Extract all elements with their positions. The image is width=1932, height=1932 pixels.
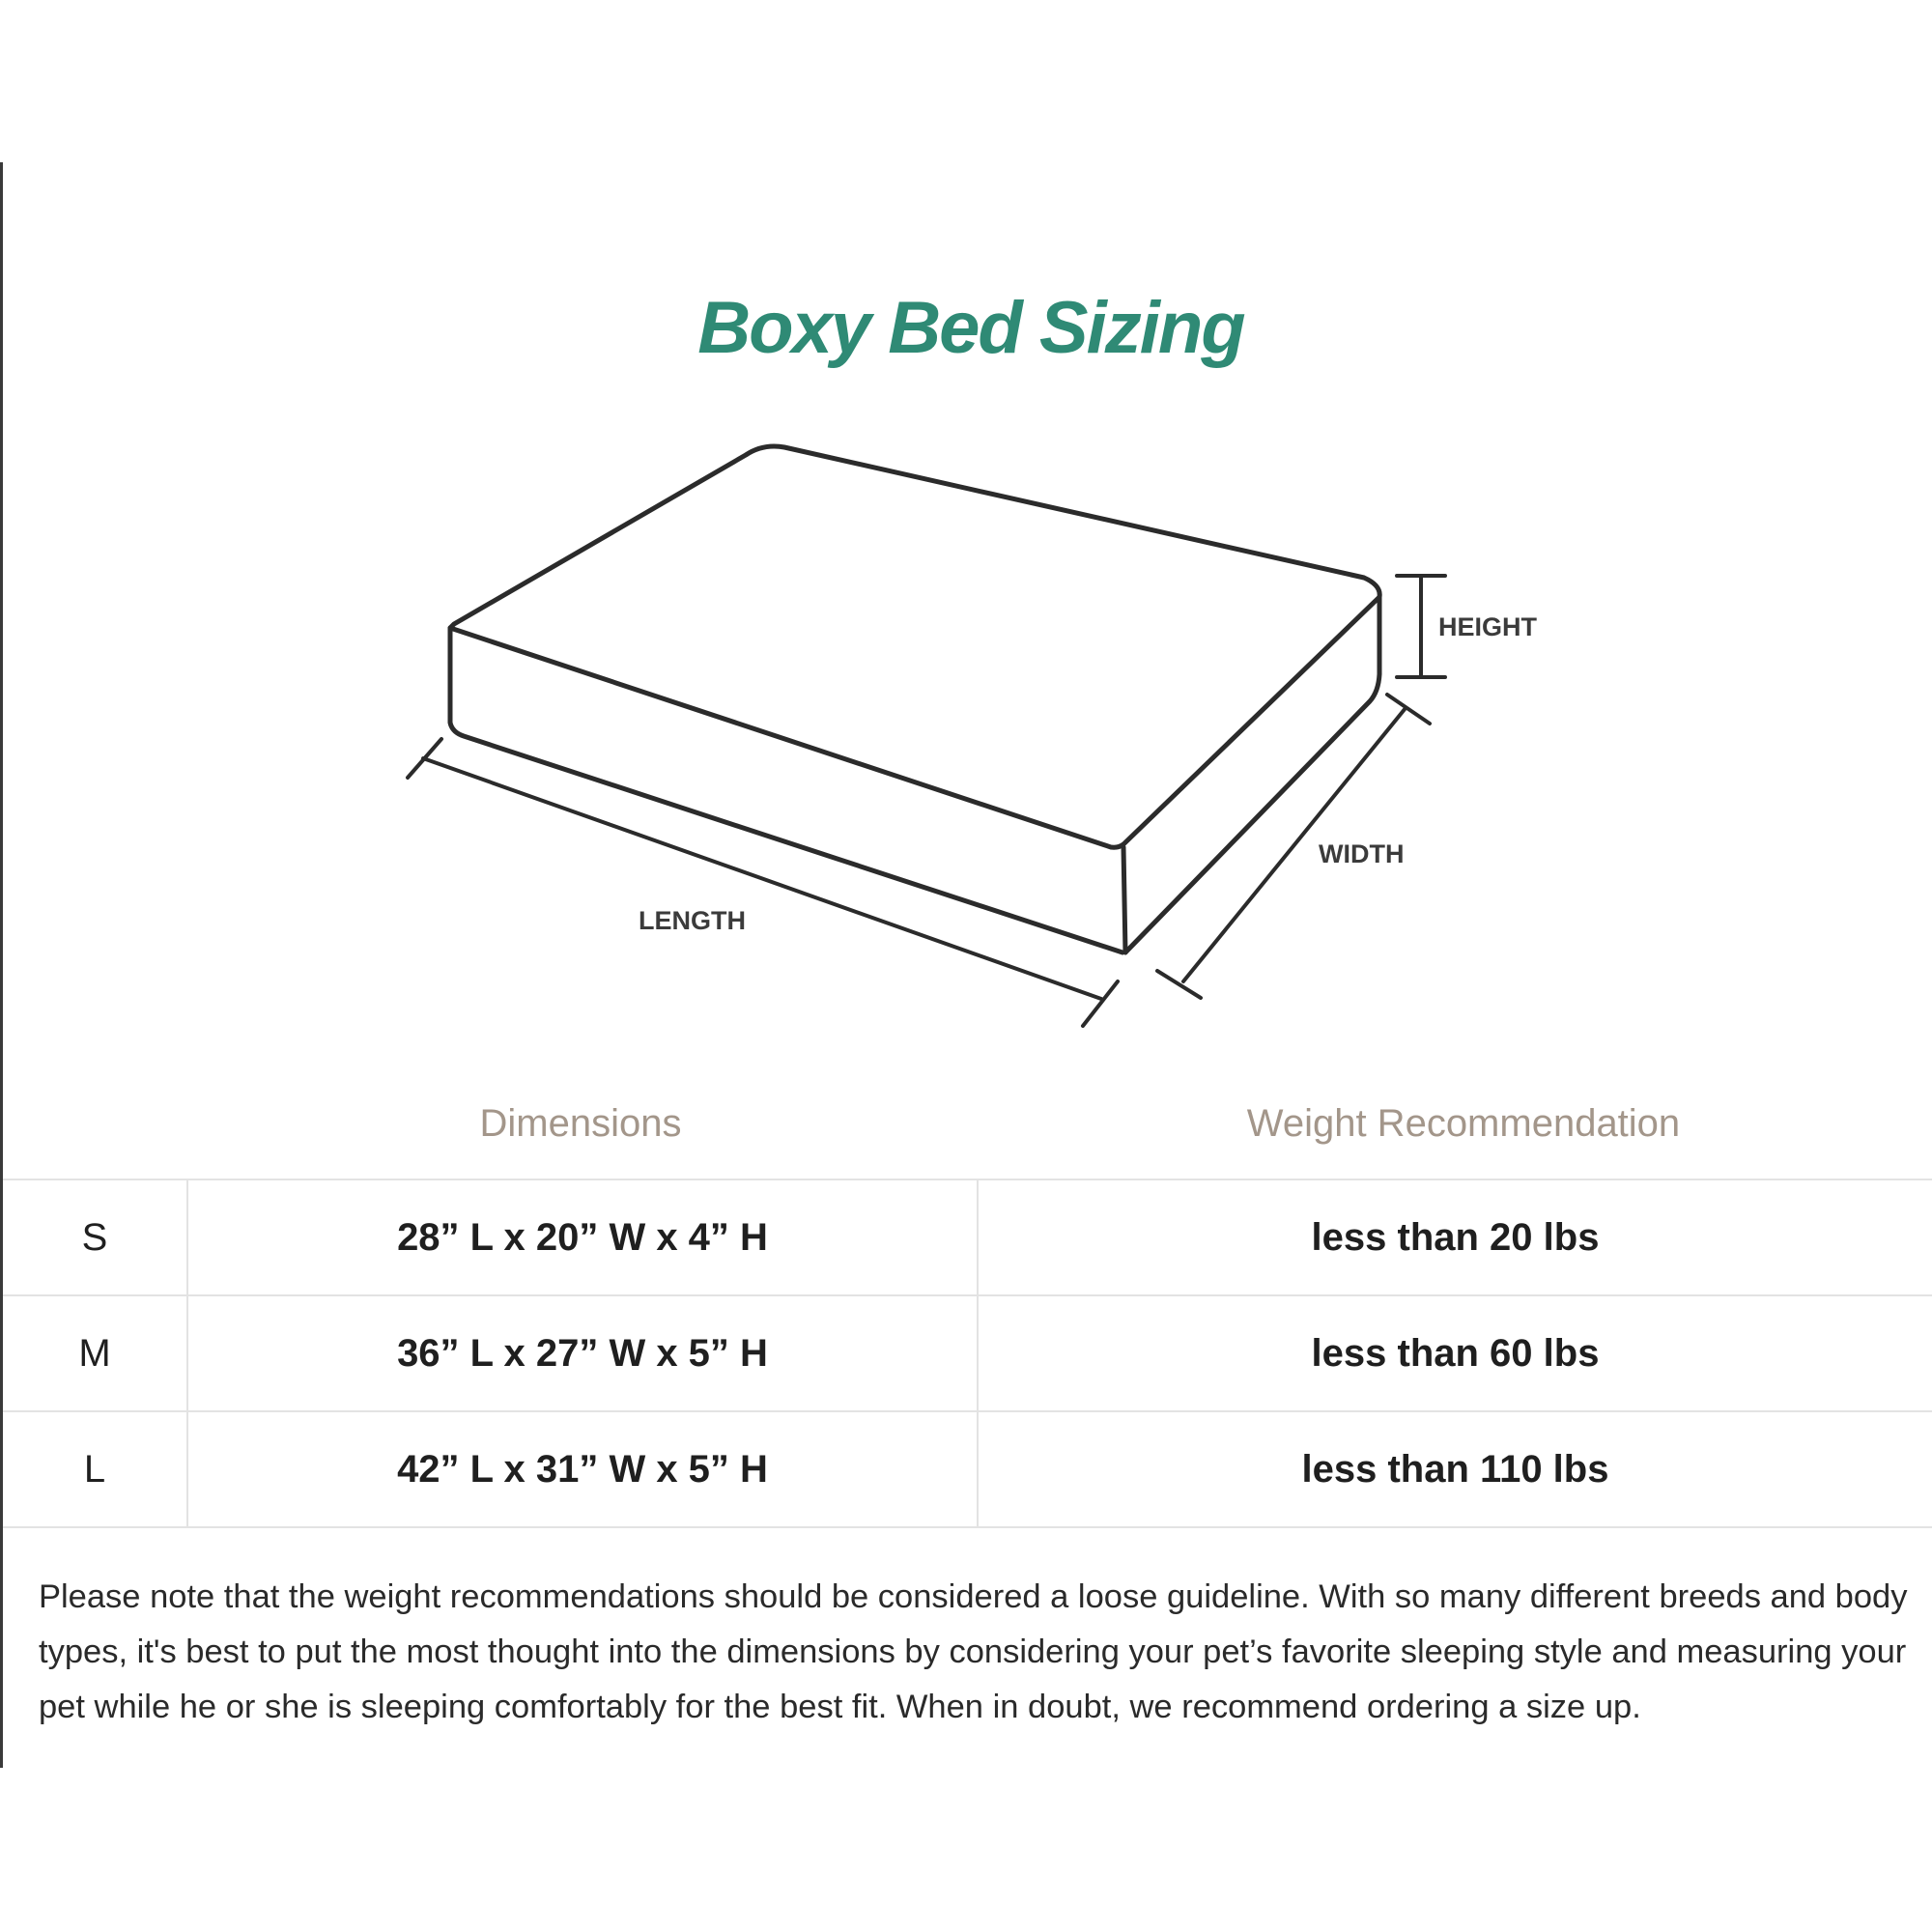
width-label: WIDTH <box>1319 839 1405 868</box>
length-label: LENGTH <box>639 906 746 935</box>
dimensions-cell: 42” L x 31” W x 5” H <box>187 1411 978 1527</box>
bed-front-edge <box>1123 847 1125 952</box>
width-marker-cap-bottom <box>1157 971 1201 998</box>
table-row <box>3 1295 1932 1411</box>
length-marker-line <box>423 758 1101 999</box>
size-cell: M <box>3 1295 187 1411</box>
bed-top-face <box>450 446 1379 847</box>
page-title: Boxy Bed Sizing <box>697 287 1244 369</box>
weight-column-header: Weight Recommendation <box>1246 1102 1681 1145</box>
dimensions-cell: 36” L x 27” W x 5” H <box>187 1295 978 1411</box>
weight-cell: less than 60 lbs <box>978 1295 1932 1411</box>
length-marker-cap-left <box>408 739 441 778</box>
dimensions-cell: 28” L x 20” W x 4” H <box>187 1179 978 1295</box>
height-label: HEIGHT <box>1438 612 1538 641</box>
sizing-note: Please note that the weight recommendations should be considered a loose guideline. With so many different breeds and body types, it's best to put the most thought into the dimensions by considering your pet’s favorite sleeping style and measuring your pet while he or she is sleeping comfortably for the best fit. When in doubt, we recommend ordering a size up. <box>39 1578 1908 1725</box>
dimensions-column-header: Dimensions <box>479 1102 682 1145</box>
bed-front-side <box>450 628 1122 952</box>
weight-cell: less than 20 lbs <box>978 1179 1932 1295</box>
weight-cell: less than 110 lbs <box>978 1411 1932 1527</box>
sizing-table <box>3 1179 1932 1528</box>
table-row <box>3 1179 1932 1295</box>
width-marker-cap-top <box>1387 695 1430 724</box>
size-cell: L <box>3 1411 187 1527</box>
table-row <box>3 1411 1932 1527</box>
size-cell: S <box>3 1179 187 1295</box>
length-marker-cap-right <box>1083 981 1118 1026</box>
